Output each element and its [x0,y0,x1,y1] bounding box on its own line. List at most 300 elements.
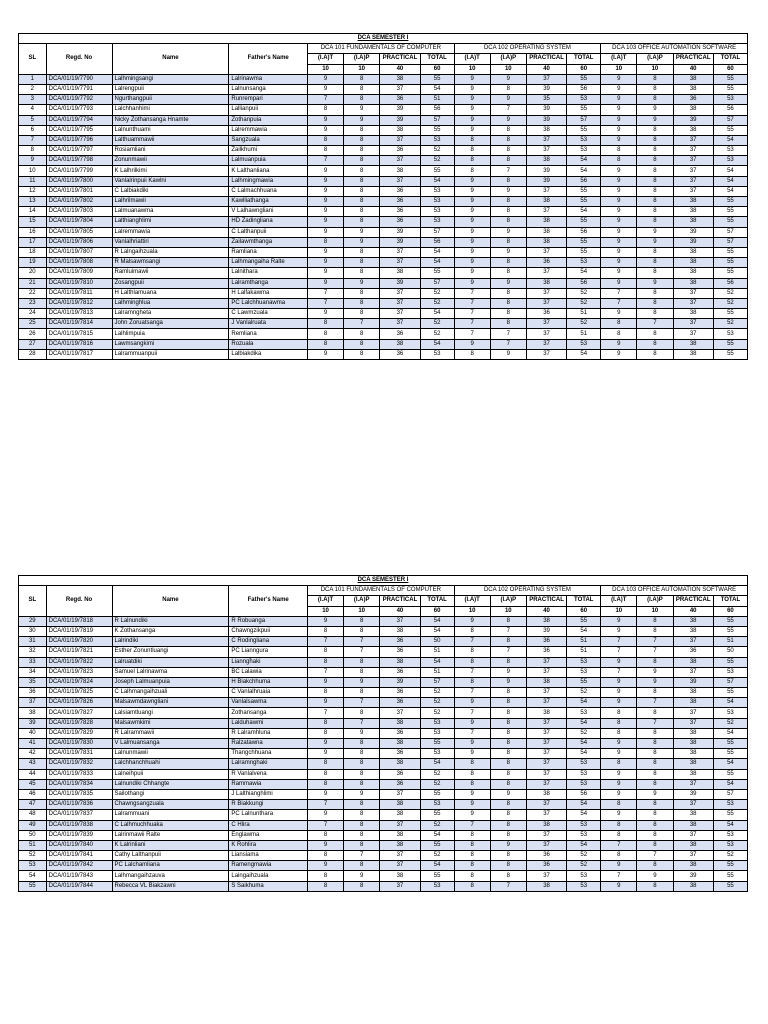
marks-cell: 38 [673,881,713,891]
marks-cell: 38 [673,698,713,708]
father-name-cell: K Rohlira [229,840,308,850]
marks-cell: 9 [490,789,526,799]
marks-cell: 9 [308,247,344,257]
marks-cell: 38 [380,166,420,176]
marks-cell: 56 [713,105,747,115]
sl-cell: 19 [19,258,47,268]
name-cell: Ramluimawii [112,268,229,278]
marks-cell: 37 [380,861,420,871]
marks-cell: 9 [454,278,490,288]
regd-no-cell: DCA/01/19/7819 [46,626,112,636]
father-name-cell: HD Zadingliana [229,217,308,227]
marks-cell: 52 [420,708,454,718]
marks-cell: 38 [673,759,713,769]
table-row [19,247,748,257]
marks-cell: 39 [673,237,713,247]
marks-cell: 55 [713,861,747,871]
father-name-cell: C Rodingliana [229,637,308,647]
marks-cell: 54 [567,207,601,217]
marks-cell: 9 [601,207,637,217]
marks-cell: 9 [454,125,490,135]
father-name-cell: C Lalmachhuana [229,186,308,196]
sl-cell: 3 [19,95,47,105]
marks-cell: 55 [713,125,747,135]
marks-cell: 55 [567,616,601,626]
marks-cell: 8 [308,779,344,789]
table-row [19,749,748,759]
marks-cell: 54 [713,698,747,708]
marks-cell: 9 [454,217,490,227]
marks-cell: 50 [420,637,454,647]
marks-cell: 9 [601,309,637,319]
marks-cell: 39 [673,871,713,881]
marks-cell: 7 [490,647,526,657]
marks-cell: 36 [526,637,566,647]
marks-cell: 39 [526,626,566,636]
name-cell: C Lalhmuchhuaka [112,820,229,830]
marks-cell: 39 [380,278,420,288]
marks-cell: 53 [420,728,454,738]
marks-cell: 37 [380,135,420,145]
marks-cell: 9 [601,657,637,667]
marks-cell: 55 [713,739,747,749]
sl-cell: 34 [19,667,47,677]
marks-cell: 9 [308,217,344,227]
marks-cell: 8 [490,176,526,186]
sl-cell: 30 [19,626,47,636]
marks-cell: 9 [344,677,380,687]
marks-cell: 54 [567,840,601,850]
marks-cell: 54 [420,657,454,667]
marks-cell: 8 [601,146,637,156]
marks-cell: 8 [601,830,637,840]
marks-cell: 38 [380,657,420,667]
marks-cell: 8 [344,810,380,820]
marks-cell: 55 [713,871,747,881]
marks-cell: 55 [420,166,454,176]
sl-cell: 7 [19,135,47,145]
marks-cell: 38 [380,268,420,278]
marks-cell: 55 [420,840,454,850]
marks-cell: 7 [490,626,526,636]
marks-cell: 37 [380,84,420,94]
name-cell: R Lalngaihzuala [112,247,229,257]
marks-cell: 54 [420,176,454,186]
regd-no-cell: DCA/01/19/7820 [46,637,112,647]
table-row [19,657,748,667]
regd-no-cell: DCA/01/19/7823 [46,667,112,677]
father-name-cell: S Saikhuma [229,881,308,891]
regd-no-cell: DCA/01/19/7815 [46,329,112,339]
marks-cell: 53 [420,207,454,217]
marks-cell: 54 [567,268,601,278]
marks-cell: 8 [490,616,526,626]
marks-cell: 8 [637,349,673,359]
regd-no-cell: DCA/01/19/7794 [46,115,112,125]
regd-no-cell: DCA/01/19/7837 [46,810,112,820]
marks-cell: 53 [420,881,454,891]
marks-cell: 9 [637,237,673,247]
marks-cell: 55 [567,105,601,115]
father-name-cell: Lallianpuii [229,105,308,115]
marks-cell: 37 [526,339,566,349]
table-row [19,227,748,237]
marks-cell: 37 [380,247,420,257]
marks-cell: 38 [673,810,713,820]
marks-cell: 57 [713,677,747,687]
marks-cell: 8 [454,861,490,871]
regd-no-cell: DCA/01/19/7810 [46,278,112,288]
marks-cell: 9 [601,626,637,636]
marks-cell: 8 [637,881,673,891]
marks-cell: 56 [420,105,454,115]
marks-cell: 8 [344,186,380,196]
marks-cell: 8 [344,749,380,759]
name-cell: Vanlalhriattiri [112,237,229,247]
marks-cell: 56 [567,278,601,288]
name-cell: Lalchhanchhuahi [112,759,229,769]
marks-cell: 8 [601,728,637,738]
max-marks-header: 10 [601,64,637,74]
marks-cell: 9 [344,105,380,115]
father-name-cell: PC Lalchhuanawma [229,298,308,308]
regd-no-cell: DCA/01/19/7828 [46,718,112,728]
father-name-header: Father's Name [229,44,308,75]
marks-cell: 9 [490,95,526,105]
marks-cell: 53 [713,667,747,677]
max-marks-header: 10 [454,64,490,74]
marks-cell: 38 [673,74,713,84]
marks-cell: 39 [380,105,420,115]
marks-cell: 55 [713,207,747,217]
marks-cell: 37 [380,820,420,830]
table-row [19,830,748,840]
marks-cell: 54 [713,759,747,769]
marks-cell: 8 [637,156,673,166]
marks-cell: 55 [420,268,454,278]
name-cell: Lalremmawia [112,227,229,237]
marks-cell: 36 [380,207,420,217]
marks-cell: 7 [637,647,673,657]
name-cell: Lalnunmawii [112,749,229,759]
name-cell: Lalthianghlimi [112,217,229,227]
regd-no-header: Regd. No [46,44,112,75]
marks-cell: 8 [637,84,673,94]
marks-cell: 55 [713,349,747,359]
sl-cell: 28 [19,349,47,359]
marks-cell: 9 [344,728,380,738]
name-cell: Lalsiamtluangi [112,708,229,718]
marks-cell: 9 [601,217,637,227]
marks-cell: 7 [344,647,380,657]
table-row [19,626,748,636]
marks-cell: 52 [567,688,601,698]
father-name-cell: C Lalthanpuii [229,227,308,237]
sl-header: SL [19,44,47,75]
marks-cell: 9 [601,789,637,799]
father-name-cell: Lalhmingmawia [229,176,308,186]
table-row [19,309,748,319]
regd-no-cell: DCA/01/19/7814 [46,319,112,329]
max-marks-header: 10 [308,64,344,74]
marks-cell: 36 [380,667,420,677]
marks-cell: 7 [454,820,490,830]
sl-cell: 53 [19,861,47,871]
father-name-cell: Lalbiakdika [229,349,308,359]
marks-cell: 55 [713,749,747,759]
component-header: TOTAL [420,596,454,606]
marks-cell: 8 [490,779,526,789]
marks-cell: 52 [420,820,454,830]
marks-cell: 51 [567,637,601,647]
marks-cell: 38 [526,217,566,227]
regd-no-header: Regd. No [46,586,112,617]
marks-cell: 8 [637,830,673,840]
marks-cell: 39 [673,789,713,799]
father-name-cell: J Lalthianghlimi [229,789,308,799]
marks-cell: 8 [308,329,344,339]
marks-cell: 38 [673,739,713,749]
marks-cell: 39 [673,227,713,237]
marks-cell: 37 [526,800,566,810]
table-row [19,268,748,278]
marks-cell: 8 [637,207,673,217]
marks-cell: 8 [637,688,673,698]
table-row [19,278,748,288]
father-name-cell: V Lalhawngliani [229,207,308,217]
table-row [19,708,748,718]
marks-cell: 55 [713,657,747,667]
max-marks-header: 40 [673,606,713,616]
max-marks-header: 10 [490,606,526,616]
component-header: PRACTICAL [673,54,713,64]
table-row [19,329,748,339]
regd-no-cell: DCA/01/19/7838 [46,820,112,830]
marks-cell: 55 [713,626,747,636]
component-header: (I.A)T [454,54,490,64]
table-row [19,319,748,329]
marks-cell: 52 [420,851,454,861]
marks-cell: 9 [601,810,637,820]
sl-cell: 15 [19,217,47,227]
marks-cell: 8 [490,861,526,871]
table-row [19,881,748,891]
marks-cell: 9 [308,278,344,288]
marks-cell: 8 [344,197,380,207]
title-row [19,576,748,586]
sl-cell: 11 [19,176,47,186]
regd-no-cell: DCA/01/19/7795 [46,125,112,135]
table-row [19,105,748,115]
marks-cell: 36 [380,217,420,227]
marks-cell: 8 [308,135,344,145]
marks-cell: 9 [308,810,344,820]
marks-cell: 37 [526,288,566,298]
marks-cell: 8 [308,688,344,698]
father-name-cell: Zothanpuia [229,115,308,125]
marks-cell: 8 [637,840,673,850]
marks-cell: 8 [490,207,526,217]
marks-cell: 8 [454,626,490,636]
marks-cell: 8 [490,135,526,145]
marks-cell: 7 [601,637,637,647]
sl-cell: 38 [19,708,47,718]
table-row [19,197,748,207]
marks-cell: 8 [344,759,380,769]
marks-cell: 7 [490,881,526,891]
marks-cell: 8 [490,708,526,718]
marks-cell: 8 [637,146,673,156]
name-cell: Lalrengpuii [112,84,229,94]
max-marks-header: 60 [420,606,454,616]
marks-cell: 56 [420,237,454,247]
marks-cell: 37 [673,186,713,196]
sl-cell: 18 [19,247,47,257]
marks-cell: 9 [637,105,673,115]
marks-cell: 9 [454,176,490,186]
marks-cell: 9 [308,677,344,687]
marks-cell: 8 [308,718,344,728]
marks-cell: 55 [713,881,747,891]
marks-cell: 38 [673,258,713,268]
marks-cell: 9 [308,349,344,359]
marks-cell: 8 [637,739,673,749]
marks-cell: 8 [637,298,673,308]
component-header: (I.A)T [308,596,344,606]
marks-cell: 38 [673,840,713,850]
marks-cell: 8 [344,861,380,871]
marks-cell: 55 [567,186,601,196]
marks-cell: 54 [567,349,601,359]
table-row [19,698,748,708]
marks-cell: 38 [380,125,420,135]
marks-cell: 38 [380,840,420,850]
marks-cell: 38 [673,217,713,227]
marks-cell: 36 [380,769,420,779]
marks-cell: 8 [454,166,490,176]
table-row [19,851,748,861]
marks-cell: 37 [526,718,566,728]
regd-no-cell: DCA/01/19/7811 [46,288,112,298]
marks-cell: 53 [567,830,601,840]
marks-cell: 8 [637,779,673,789]
subject-group-header: DCA 101 FUNDAMENTALS OF COMPUTER [308,586,455,596]
marks-cell: 38 [673,820,713,830]
marks-cell: 55 [567,74,601,84]
marks-cell: 57 [567,115,601,125]
marks-cell: 8 [490,820,526,830]
name-cell: Malsawmkimi [112,718,229,728]
name-header: Name [112,44,229,75]
sl-cell: 9 [19,156,47,166]
marks-cell: 9 [308,115,344,125]
marks-cell: 38 [380,810,420,820]
marks-cell: 57 [420,677,454,687]
marks-cell: 37 [380,258,420,268]
marks-cell: 53 [420,217,454,227]
marks-cell: 38 [526,820,566,830]
marks-cell: 8 [454,851,490,861]
marks-cell: 37 [380,156,420,166]
regd-no-cell: DCA/01/19/7832 [46,759,112,769]
marks-cell: 53 [713,329,747,339]
marks-cell: 9 [601,84,637,94]
component-header: PRACTICAL [673,596,713,606]
marks-cell: 9 [454,115,490,125]
marks-cell: 8 [601,759,637,769]
marks-cell: 37 [526,657,566,667]
sl-header: SL [19,586,47,617]
name-cell: Vanlalrinpuii Kawlni [112,176,229,186]
marks-cell: 9 [308,739,344,749]
marks-cell: 8 [490,830,526,840]
marks-cell: 8 [308,339,344,349]
marks-cell: 53 [713,708,747,718]
marks-cell: 52 [420,156,454,166]
marks-cell: 37 [526,329,566,339]
marks-cell: 7 [454,319,490,329]
marks-cell: 8 [490,810,526,820]
table-row [19,258,748,268]
marks-cell: 8 [344,84,380,94]
marks-cell: 9 [308,789,344,799]
father-name-cell: Thangchhuana [229,749,308,759]
marks-cell: 55 [420,871,454,881]
regd-no-cell: DCA/01/19/7816 [46,339,112,349]
marks-cell: 8 [601,319,637,329]
sl-cell: 5 [19,115,47,125]
father-name-cell: Remliana [229,329,308,339]
marks-cell: 37 [673,708,713,718]
marks-cell: 9 [637,667,673,677]
father-name-cell: Zailawmthanga [229,237,308,247]
table-row [19,759,748,769]
marks-cell: 8 [637,810,673,820]
marks-cell: 52 [420,779,454,789]
marks-cell: 9 [344,278,380,288]
regd-no-cell: DCA/01/19/7821 [46,647,112,657]
max-marks-header: 60 [713,64,747,74]
marks-cell: 9 [490,677,526,687]
marks-cell: 51 [420,95,454,105]
marks-cell: 8 [637,288,673,298]
marks-cell: 9 [454,789,490,799]
marks-cell: 8 [308,626,344,636]
marks-cell: 9 [344,227,380,237]
regd-no-cell: DCA/01/19/7836 [46,800,112,810]
table-row [19,677,748,687]
marks-cell: 36 [526,309,566,319]
marks-table [18,33,748,360]
marks-cell: 8 [637,616,673,626]
table-row [19,718,748,728]
marks-cell: 7 [308,288,344,298]
marks-cell: 54 [567,626,601,636]
father-name-cell: R Lalramhluna [229,728,308,738]
marks-cell: 38 [673,626,713,636]
sl-cell: 40 [19,728,47,738]
title-row [19,34,748,44]
marks-cell: 54 [567,156,601,166]
father-name-cell: C Lawmzuala [229,309,308,319]
marks-cell: 9 [601,115,637,125]
marks-cell: 54 [713,166,747,176]
name-cell: Chawngsangzuala [112,800,229,810]
marks-cell: 7 [454,309,490,319]
marks-cell: 7 [344,637,380,647]
name-header: Name [112,586,229,617]
marks-cell: 57 [713,227,747,237]
